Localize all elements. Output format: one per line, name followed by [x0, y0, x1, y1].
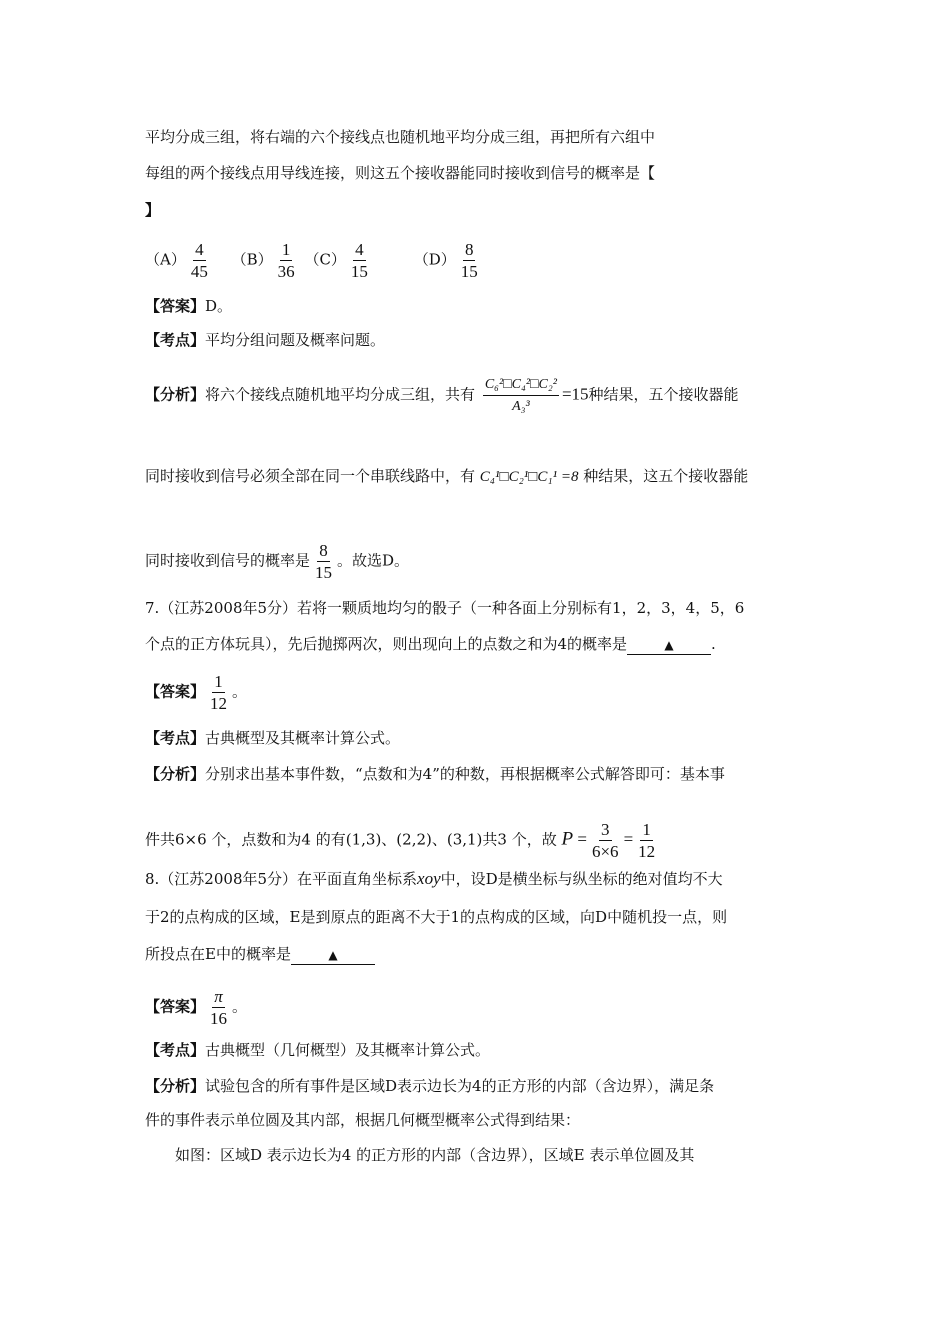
answer-line: 【答案】 $\frac{1}{12}$ 。	[145, 672, 248, 713]
analysis-line: 同时接收到信号的概率是 $\frac{8}{15}$ 。故选D。	[145, 541, 410, 582]
problem-8-line: 8.（江苏2008年5分）在平面直角坐标系xoy中，设D是横坐标与纵坐标的绝对值均不大	[145, 869, 723, 888]
analysis-line: 同时接收到信号必须全部在同一个串联线路中，有 C₄¹□C₂¹□C₁¹ =8 种结果，这五个接收器能	[145, 467, 749, 485]
problem-8-line: 于2的点构成的区域，E是到原点的距离不大于1的点构成的区域，向D中随机投一点，则	[145, 908, 728, 926]
analysis-line: 【分析】试验包含的所有事件是区域D表示边长为4的正方形的内部（含边界），满足条	[145, 1077, 715, 1095]
problem-7-line: 7.（江苏2008年5分）若将一颗质地均匀的骰子（一种各面上分别标有1，2，3，4，5，6	[145, 599, 745, 617]
answer-line: 【答案】 $\frac{\pi}{16}$ 。	[145, 987, 248, 1028]
analysis-line: 【分析】分别求出基本事件数，“点数和为4”的种数，再根据概率公式解答即可：基本事	[145, 765, 725, 783]
answer-options	[145, 240, 483, 281]
option-c: （C） $\frac{4}{15}$	[304, 240, 368, 281]
answer-line: 【答案】D。	[145, 297, 233, 315]
combination-fraction: $\frac{\text{C₆²□C₄²□C₂²}}{\text{A₃³}}$	[484, 377, 557, 414]
problem-8-line: 所投点在E中的概率是 ▲	[145, 944, 375, 965]
analysis-line: 如图：区域D 表示边长为4 的正方形的内部（含边界），区域E 表示单位圆及其	[175, 1146, 695, 1164]
option-d: （D） $\frac{8}{15}$	[413, 240, 478, 281]
text-line: 每组的两个接线点用导线连接，则这五个接收器能同时接收到信号的概率是【	[145, 164, 656, 182]
option-b: （B） $\frac{1}{36}$	[231, 240, 295, 281]
option-a: （A） $\frac{4}{45}$	[145, 240, 208, 281]
knowledge-point-line: 【考点】古典概型（几何概型）及其概率计算公式。	[145, 1041, 491, 1059]
problem-7-line: 个点的正方体玩具），先后抛掷两次，则出现向上的点数之和为4的概率是 ▲ .	[145, 635, 716, 653]
knowledge-point-line: 【考点】古典概型及其概率计算公式。	[145, 729, 401, 747]
knowledge-point-line: 【考点】平均分组问题及概率问题。	[145, 331, 386, 349]
text-line: 】	[145, 201, 161, 219]
analysis-line: 【分析】将六个接线点随机地平均分成三组，共有 $\frac{\text{C₆²□C₄²□C₂²}}{\text{A₃³}}$ =15种结果，五个接收器能	[145, 377, 739, 414]
analysis-line: 件的事件表示单位圆及其内部，根据几何概型概率公式得到结果：	[145, 1111, 581, 1129]
analysis-line: 件共6×6 个，点数和为4 的有(1,3)、(2,2)、(3,1)共3 个，故 P = $\frac{3}{6\times 6}$ = $\frac{1}{12}$	[145, 820, 656, 861]
text-line: 平均分成三组，将右端的六个接线点也随机地平均分成三组，再把所有六组中	[145, 128, 656, 146]
